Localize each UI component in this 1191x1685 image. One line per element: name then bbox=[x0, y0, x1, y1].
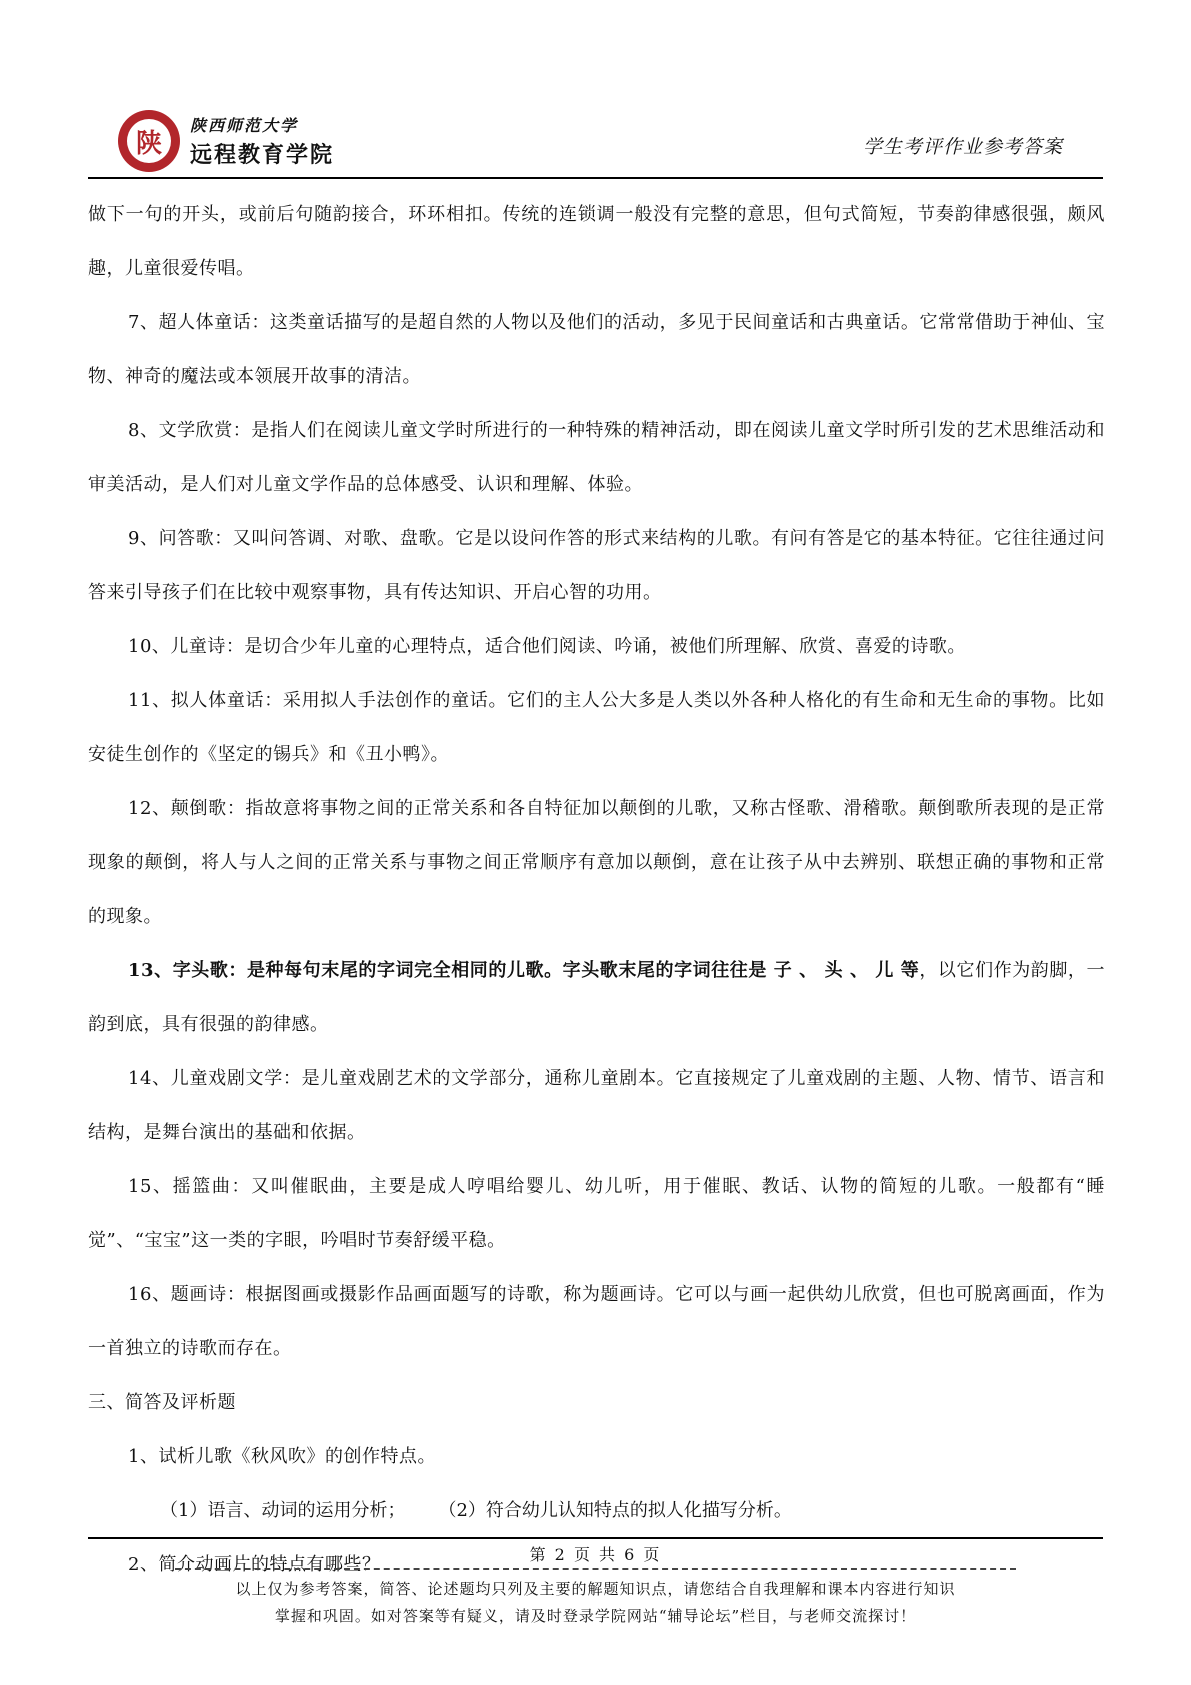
footer-divider bbox=[88, 1537, 1103, 1539]
footer-dashed-divider bbox=[175, 1568, 1016, 1570]
college-name: 远程教育学院 bbox=[190, 143, 335, 168]
question-2: 2、简介动画片的特点有哪些？ bbox=[128, 1554, 381, 1575]
paragraph-15: 15、摇篮曲：又叫催眠曲，主要是成人哼唱给婴儿、幼儿听，用于催眠、教话、认物的简短的儿歌。一般都有“睡觉”、“宝宝”这一类的字眼，吟唱时节奏舒缓平稳。 bbox=[88, 1176, 1105, 1251]
question-1-point-2: （2）符合幼儿认知特点的拟人化描写分析。 bbox=[447, 1500, 792, 1521]
paragraph-13-bold: 13、字头歌：是种每句末尾的字词完全相同的儿歌。字头歌末尾的字词往往是 子 、 头 、 儿 等 bbox=[128, 960, 920, 981]
university-logo bbox=[118, 110, 334, 172]
footer-disclaimer bbox=[150, 1576, 1041, 1630]
question-1-points bbox=[88, 1484, 1105, 1538]
header-divider bbox=[88, 177, 1103, 179]
paragraph-8: 8、文学欣赏：是指人们在阅读儿童文学时所进行的一种特殊的精神活动，即在阅读儿童文学时所引发的艺术思维活动和审美活动，是人们对儿童文学作品的总体感受、认识和理解、体验。 bbox=[88, 420, 1105, 495]
logo-text bbox=[190, 113, 334, 169]
paragraph-9: 9、问答歌：又叫问答调、对歌、盘歌。它是以设问作答的形式来结构的儿歌。有问有答是它的基本特征。它往往通过问答来引导孩子们在比较中观察事物，具有传达知识、开启心智的功用。 bbox=[88, 528, 1105, 603]
paragraph-continued: 做下一句的开头，或前后句随韵接合，环环相扣。传统的连锁调一般没有完整的意思，但句式简短，节奏韵律感很强，颇风趣，儿童很爱传唱。 bbox=[88, 204, 1105, 279]
question-1: 1、试析儿歌《秋风吹》的创作特点。 bbox=[128, 1446, 436, 1467]
disclaimer-line-1: 以上仅为参考答案，简答、论述题均只列及主要的解题知识点，请您结合自我理解和课本内容进行知识 bbox=[235, 1580, 956, 1598]
section-heading-3: 三、简答及评析题 bbox=[88, 1392, 236, 1413]
document-title: 学生考评作业参考答案 bbox=[862, 136, 1063, 158]
page-number: 第 2 页 共 6 页 bbox=[529, 1545, 662, 1564]
paragraph-13-rest: ，以它们作为韵脚，一韵到底，具有很强的韵律感。 bbox=[88, 960, 1105, 1035]
seal-char: 陕 bbox=[127, 119, 171, 163]
page-header bbox=[88, 100, 1103, 174]
paragraph-7: 7、超人体童话：这类童话描写的是超自然的人物以及他们的活动，多见于民间童话和古典童话。它常常借助于神仙、宝物、神奇的魔法或本领展开故事的清洁。 bbox=[88, 312, 1105, 387]
paragraph-11: 11、拟人体童话：采用拟人手法创作的童话。它们的主人公大多是人类以外各种人格化的有生命和无生命的事物。比如安徒生创作的《坚定的锡兵》和《丑小鸭》。 bbox=[88, 690, 1105, 765]
paragraph-13 bbox=[88, 944, 1105, 1052]
paragraph-12: 12、颠倒歌：指故意将事物之间的正常关系和各自特征加以颠倒的儿歌，又称古怪歌、滑稽歌。颠倒歌所表现的是正常现象的颠倒，将人与人之间的正常关系与事物之间正常顺序有意加以颠倒，意在让孩子从中去辨别、联想正确的事物和正常的现象。 bbox=[88, 798, 1105, 927]
paragraph-10: 10、儿童诗：是切合少年儿童的心理特点，适合他们阅读、吟诵，被他们所理解、欣赏、喜爱的诗歌。 bbox=[128, 636, 966, 657]
document-body bbox=[88, 188, 1105, 1592]
paragraph-16: 16、题画诗：根据图画或摄影作品画面题写的诗歌，称为题画诗。它可以与画一起供幼儿欣赏，但也可脱离画面，作为一首独立的诗歌而存在。 bbox=[88, 1284, 1105, 1359]
disclaimer-line-2: 掌握和巩固。如对答案等有疑义，请及时登录学院网站“辅导论坛”栏目，与老师交流探讨！ bbox=[274, 1607, 917, 1625]
seal-icon bbox=[118, 110, 180, 172]
question-1-point-1: （1）语言、动词的运用分析； bbox=[160, 1500, 406, 1521]
school-name: 陕西师范大学 bbox=[190, 116, 299, 135]
paragraph-14: 14、儿童戏剧文学：是儿童戏剧艺术的文学部分，通称儿童剧本。它直接规定了儿童戏剧的主题、人物、情节、语言和结构，是舞台演出的基础和依据。 bbox=[88, 1068, 1105, 1143]
